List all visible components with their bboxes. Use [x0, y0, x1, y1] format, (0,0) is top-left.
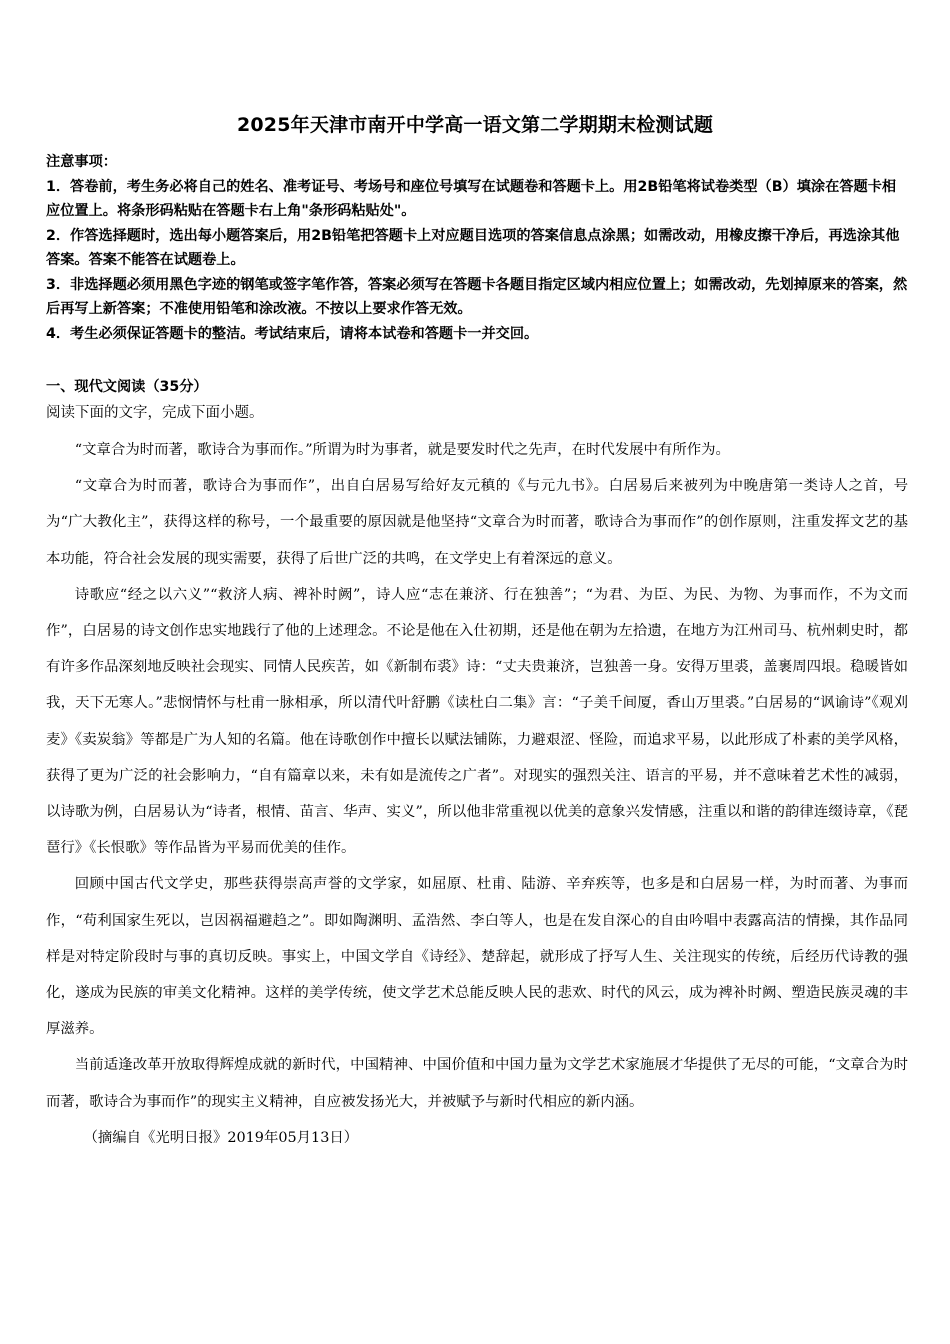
article-paragraph: 诗歌应“经之以六义”“救济人病、裨补时阙”，诗人应“志在兼济、行在独善”；“为君、为臣、为民、为物、为事而作，不为文而作”，白居易的诗文创作忠实地践行了他的上述理念。不论是他在入仕初期，还是他在朝为左拾遗，在地方为江州司马、杭州刺史时，都有许多作品深刻地反映社会现实、同情人民疾苦，如《新制布裘》诗：“丈夫贵兼济，岂独善一身。安得万里裘，盖裹周四垠。稳暖皆如我，天下无寒人。”悲悯情怀与杜甫一脉相承，所以清代叶舒鹏《读杜白二集》言：“子美千间厦，香山万里裘。”白居易的“讽谕诗”《观刈麦》《卖炭翁》等都是广为人知的名篇。他在诗歌创作中擅长以赋法铺陈，力避艰涩、怪险，而追求平易，以此形成了朴素的美学风格，获得了更为广泛的社会影响力，“自有篇章以来，未有如是流传之广者”。对现实的强烈关注、语言的平易，并不意味着艺术性的减弱，以诗歌为例，白居易认为“诗者，根情、苗言、华声、实义”，所以他非常重视以优美的意象兴发情感，注重以和谐的韵律连缀诗章，《琵琶行》《长恨歌》等作品皆为平易而优美的佳作。 [46, 586, 908, 857]
section-instruction: 阅读下面的文字，完成下面小题。 [46, 405, 264, 421]
notice-item: 2．作答选择题时，选出每小题答案后，用2B铅笔把答题卡上对应题目选项的答案信息点涂黑；如需改动，用橡皮擦干净后，再选涂其他答案。答案不能答在试题卷上。 [46, 227, 900, 268]
article-paragraph: 回顾中国古代文学史，那些获得崇高声誉的文学家，如屈原、杜甫、陆游、辛弃疾等，也多是和白居易一样，为时而著、为事而作，“苟利国家生死以，岂因祸福避趋之”。即如陶渊明、孟浩然、李白等人，也是在发自深心的自由吟唱中表露高洁的情操，其作品同样是对特定阶段时与事的真切反映。事实上，中国文学自《诗经》、楚辞起，就形成了抒写人生、关注现实的传统，后经历代诗教的强化，遂成为民族的审美文化精神。这样的美学传统，使文学艺术总能反映人民的悲欢、时代的风云，成为裨补时阙、塑造民族灵魂的丰厚滋养。 [46, 876, 908, 1038]
article-paragraph: “文章合为时而著，歌诗合为事而作”，出自白居易写给好友元稹的《与元九书》。白居易后来被列为中晚唐第一类诗人之首，号为“广大教化主”，获得这样的称号，一个最重要的原因就是他坚持“文章合为时而著，歌诗合为事而作”的创作原则，注重发挥文艺的基本功能，符合社会发展的现实需要，获得了后世广泛的共鸣，在文学史上有着深远的意义。 [46, 478, 908, 567]
reading-article [46, 432, 908, 1156]
exam-title: 2025年天津市南开中学高一语文第二学期期末检测试题 [236, 114, 714, 136]
notice-heading: 注意事项： [46, 154, 117, 170]
notice-item: 4．考生必须保证答题卡的整洁。考试结束后，请将本试卷和答题卡一并交回。 [46, 325, 539, 342]
article-source: （摘编自《光明日报》2019年05月13日） [83, 1129, 359, 1146]
notice-item: 1．答卷前，考生务必将自己的姓名、准考证号、考场号和座位号填写在试题卷和答题卡上。用2B铅笔将试卷类型（B）填涂在答题卡相应位置上。将条形码粘贴在答题卡右上角"条形码粘贴处"。 [46, 178, 897, 219]
article-paragraph: “文章合为时而著，歌诗合为事而作。”所谓为时为事者，就是要发时代之先声，在时代发展中有所作为。 [74, 442, 730, 458]
section-heading: 一、现代文阅读（35分） [46, 379, 208, 395]
notice-item: 3．非选择题必须用黑色字迹的钢笔或签字笔作答，答案必须写在答题卡各题目指定区域内相应位置上；如需改动，先划掉原来的答案，然后再写上新答案；不准使用铅笔和涂改液。不按以上要求作答无效。 [46, 276, 908, 317]
notice-block [46, 150, 910, 346]
article-paragraph: 当前适逢改革开放取得辉煌成就的新时代，中国精神、中国价值和中国力量为文学艺术家施展才华提供了无尽的可能，“文章合为时而著，歌诗合为事而作”的现实主义精神，自应被发扬光大，并被赋予与新时代相应的新内涵。 [46, 1057, 908, 1110]
